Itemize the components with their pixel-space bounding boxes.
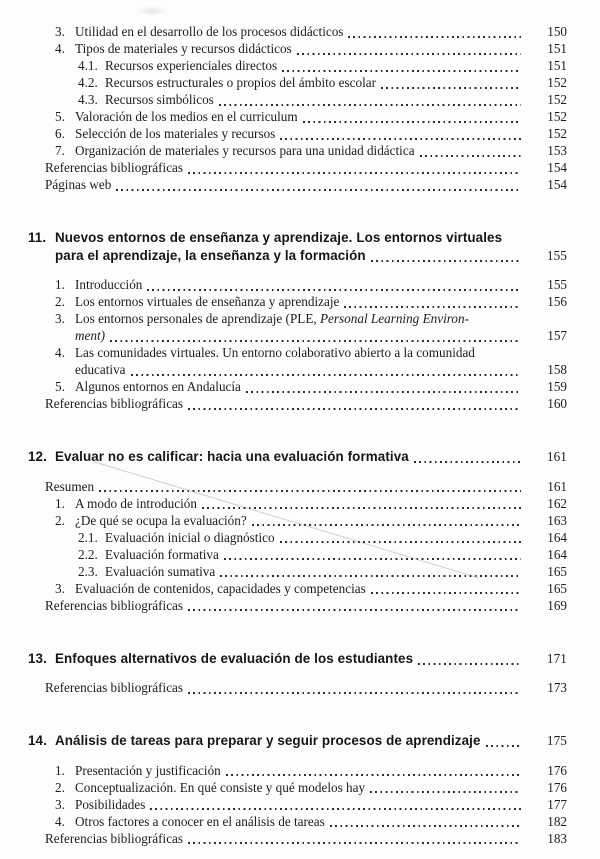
entry-text: Algunos entornos en Andalucía bbox=[75, 379, 241, 394]
toc-entry bbox=[28, 779, 567, 796]
entry-body bbox=[45, 679, 521, 696]
entry-number: 4.1. bbox=[78, 58, 98, 73]
page-number: 177 bbox=[547, 796, 567, 812]
toc-section bbox=[28, 23, 567, 193]
entry-text: Referencias bibliográficas bbox=[45, 396, 184, 411]
entry-text: Conceptualización. En qué consiste y qué modelos hay bbox=[75, 779, 366, 795]
entry-number: 7. bbox=[55, 143, 65, 158]
entry-body bbox=[45, 176, 521, 193]
entry-body bbox=[45, 395, 521, 412]
dot-leader bbox=[219, 104, 521, 106]
toc-entry bbox=[28, 796, 567, 813]
entry-body bbox=[75, 378, 521, 395]
page-number: 157 bbox=[547, 328, 567, 343]
dot-leader bbox=[226, 774, 521, 776]
dot-leader bbox=[348, 36, 521, 38]
chapter-heading bbox=[28, 448, 567, 466]
entry-text: Utilidad en el desarrollo de los procesos didácticos bbox=[75, 24, 344, 39]
chapter-heading-line bbox=[28, 247, 567, 265]
dot-leader bbox=[131, 374, 521, 376]
toc-entry bbox=[28, 378, 567, 395]
toc-entry bbox=[28, 546, 567, 563]
page-number: 165 bbox=[547, 563, 567, 579]
page-number: 165 bbox=[547, 580, 567, 596]
scan-smudge-artifact bbox=[138, 6, 166, 16]
entry-text-segment: ment) bbox=[75, 328, 106, 343]
chapter-heading bbox=[28, 650, 567, 668]
chapter-number: 13. bbox=[28, 650, 47, 666]
dot-leader bbox=[188, 172, 521, 174]
entry-text: Organización de materiales y recursos para una unidad didáctica bbox=[75, 143, 415, 158]
entry-number: 2. bbox=[55, 512, 65, 528]
toc-section bbox=[28, 229, 567, 412]
entry-number: 2.3. bbox=[78, 563, 98, 579]
entry-body bbox=[75, 125, 521, 142]
entry-body bbox=[105, 74, 521, 91]
entry-body bbox=[75, 580, 521, 597]
dot-leader bbox=[282, 70, 521, 72]
entry-text: Evaluación sumativa bbox=[105, 563, 216, 579]
entry-body bbox=[75, 327, 521, 344]
table-of-contents bbox=[28, 23, 567, 847]
entry-number: 6. bbox=[55, 126, 65, 141]
entry-number: 3. bbox=[55, 311, 65, 326]
entry-body bbox=[105, 563, 521, 580]
dot-leader bbox=[297, 53, 521, 55]
entry-body bbox=[75, 512, 521, 529]
entry-body bbox=[45, 830, 521, 847]
entry-body bbox=[75, 108, 521, 125]
dot-leader bbox=[188, 842, 521, 844]
dot-leader bbox=[280, 138, 521, 140]
entry-number: 3. bbox=[55, 24, 65, 39]
dot-leader bbox=[330, 825, 521, 827]
entry-number: 1. bbox=[55, 495, 65, 511]
entry-text: Referencias bibliográficas bbox=[45, 160, 184, 175]
entry-text: A modo de introdución bbox=[75, 495, 197, 511]
entry-body bbox=[105, 546, 521, 563]
entry-number: 4. bbox=[55, 813, 65, 829]
chapter-heading-line bbox=[28, 650, 567, 668]
toc-entry bbox=[28, 679, 567, 696]
dot-leader bbox=[303, 121, 521, 123]
dot-leader bbox=[370, 791, 521, 793]
entry-number: 4.2. bbox=[78, 75, 98, 90]
entry-text: Referencias bibliográficas bbox=[45, 597, 184, 613]
entry-text bbox=[75, 310, 469, 327]
dot-leader bbox=[202, 507, 521, 509]
entry-text: Valoración de los medios en el curriculum bbox=[75, 109, 298, 124]
dot-leader bbox=[188, 609, 521, 611]
entry-number: 4.3. bbox=[78, 92, 98, 107]
page-number: 158 bbox=[547, 362, 567, 377]
dot-leader bbox=[280, 541, 521, 543]
chapter-heading bbox=[28, 229, 567, 264]
toc-entry bbox=[28, 91, 567, 108]
toc-entry bbox=[28, 293, 567, 310]
dot-leader bbox=[414, 461, 521, 463]
chapter-heading bbox=[28, 732, 567, 750]
entry-text: Tipos de materiales y recursos didácticos bbox=[75, 41, 292, 56]
toc-entry bbox=[28, 597, 567, 614]
page-number: 171 bbox=[546, 650, 567, 666]
page-number: 152 bbox=[547, 92, 567, 107]
toc-entry bbox=[28, 344, 567, 361]
dot-leader bbox=[371, 260, 521, 262]
entry-body bbox=[75, 293, 521, 310]
chapter-heading-line bbox=[28, 229, 567, 247]
entry-text: Recursos experienciales directos bbox=[105, 58, 278, 73]
entry-number: 4. bbox=[55, 345, 65, 360]
entry-body bbox=[75, 344, 567, 361]
entry-number: 2.1. bbox=[78, 529, 98, 545]
entry-body bbox=[75, 796, 521, 813]
entry-body bbox=[75, 779, 521, 796]
entry-text bbox=[75, 327, 105, 344]
page-number: 150 bbox=[547, 24, 567, 39]
entry-body bbox=[75, 813, 521, 830]
entry-body bbox=[75, 495, 521, 512]
entry-text: Evaluación formativa bbox=[105, 546, 219, 562]
entry-body bbox=[105, 529, 521, 546]
dot-leader bbox=[220, 575, 521, 577]
toc-entry bbox=[28, 762, 567, 779]
entry-text: Páginas web bbox=[45, 177, 112, 192]
page-number: 153 bbox=[547, 143, 567, 158]
entry-text-segment: Los entornos personales de aprendizaje (PLE, bbox=[75, 311, 320, 326]
entry-text: Evaluación de contenidos, capacidades y competencias bbox=[75, 580, 366, 596]
entry-text: Las comunidades virtuales. Un entorno colaborativo abierto a la comunidad bbox=[75, 345, 475, 360]
entry-number: 5. bbox=[55, 379, 65, 394]
page-number: 155 bbox=[547, 277, 567, 292]
entry-text: Enfoques alternativos de evaluación de los estudiantes bbox=[55, 650, 414, 666]
entry-text-segment: Personal Learning Environ- bbox=[320, 311, 469, 326]
page-number: 164 bbox=[547, 546, 567, 562]
toc-entry bbox=[28, 563, 567, 580]
entry-text: Evaluación inicial o diagnóstico bbox=[105, 529, 275, 545]
heading-body bbox=[55, 229, 567, 247]
toc-section bbox=[28, 650, 567, 697]
toc-entry bbox=[28, 580, 567, 597]
dot-leader bbox=[381, 87, 521, 89]
dot-leader bbox=[188, 408, 521, 410]
entry-body bbox=[45, 478, 521, 495]
page-number: 173 bbox=[547, 680, 567, 695]
page-number: 176 bbox=[547, 762, 567, 778]
page-number: 159 bbox=[547, 379, 567, 394]
page-number: 156 bbox=[547, 294, 567, 309]
chapter-number: 11. bbox=[28, 230, 47, 245]
entry-body bbox=[75, 762, 521, 779]
entry-body bbox=[45, 597, 521, 614]
entry-text: Selección de los materiales y recursos bbox=[75, 126, 276, 141]
entry-number: 2.2. bbox=[78, 546, 98, 562]
dot-leader bbox=[246, 391, 521, 393]
entry-text: Referencias bibliográficas bbox=[45, 680, 184, 695]
page-number: 152 bbox=[547, 109, 567, 124]
entry-text: Recursos simbólicos bbox=[105, 92, 214, 107]
toc-section bbox=[28, 732, 567, 847]
entry-body bbox=[75, 361, 521, 378]
page-number: 160 bbox=[547, 396, 567, 411]
page-number: 176 bbox=[547, 779, 567, 795]
page-number: 169 bbox=[547, 597, 567, 613]
page-number: 154 bbox=[547, 177, 567, 192]
page-number: 152 bbox=[547, 126, 567, 141]
toc-entry bbox=[28, 495, 567, 512]
toc-entry bbox=[28, 108, 567, 125]
entry-text: ¿De qué se ocupa la evaluación? bbox=[75, 512, 247, 528]
entry-number: 3. bbox=[55, 580, 65, 596]
toc-entry bbox=[28, 57, 567, 74]
page-number: 152 bbox=[547, 75, 567, 90]
entry-body bbox=[75, 310, 567, 327]
page-number: 182 bbox=[547, 813, 567, 829]
dot-leader bbox=[420, 155, 521, 157]
dot-leader bbox=[486, 745, 521, 747]
toc-entry-continuation bbox=[28, 361, 567, 378]
entry-number: 5. bbox=[55, 109, 65, 124]
entry-body bbox=[75, 23, 521, 40]
dot-leader bbox=[116, 189, 521, 191]
page-number: 183 bbox=[547, 830, 567, 846]
toc-entry bbox=[28, 830, 567, 847]
toc-entry bbox=[28, 512, 567, 529]
toc-section bbox=[28, 448, 567, 614]
toc-entry-continuation bbox=[28, 327, 567, 344]
toc-entry bbox=[28, 395, 567, 412]
toc-entry bbox=[28, 176, 567, 193]
entry-text: Posibilidades bbox=[75, 796, 146, 812]
entry-text: Análisis de tareas para preparar y seguir procesos de aprendizaje bbox=[55, 733, 481, 748]
dot-leader bbox=[150, 808, 521, 810]
toc-entry bbox=[28, 23, 567, 40]
page-number: 155 bbox=[546, 247, 567, 263]
entry-text: Introducción bbox=[75, 277, 143, 292]
chapter-heading-line bbox=[28, 448, 567, 466]
toc-entry bbox=[28, 529, 567, 546]
chapter-number: 14. bbox=[28, 733, 47, 748]
toc-entry bbox=[28, 125, 567, 142]
chapter-number: 12. bbox=[28, 449, 47, 464]
entry-number: 3. bbox=[55, 796, 65, 812]
entry-text: Los entornos virtuales de enseñanza y aprendizaje bbox=[75, 294, 340, 309]
entry-number: 1. bbox=[55, 762, 65, 778]
entry-body bbox=[105, 91, 521, 108]
entry-body bbox=[75, 142, 521, 159]
entry-number: 1. bbox=[55, 277, 65, 292]
dot-leader bbox=[418, 663, 521, 665]
page-number: 162 bbox=[547, 495, 567, 511]
dot-leader bbox=[99, 490, 521, 492]
entry-body bbox=[75, 276, 521, 293]
entry-body bbox=[45, 159, 521, 176]
entry-body bbox=[105, 57, 521, 74]
entry-text: educativa bbox=[75, 362, 126, 377]
dot-leader bbox=[188, 692, 521, 694]
entry-text: Evaluar no es calificar: hacia una evaluación formativa bbox=[55, 449, 409, 464]
page-number: 161 bbox=[547, 478, 567, 494]
heading-body bbox=[55, 448, 521, 466]
toc-entry bbox=[28, 159, 567, 176]
page-number: 154 bbox=[547, 160, 567, 175]
heading-body bbox=[55, 650, 521, 668]
entry-text: Referencias bibliográficas bbox=[45, 830, 184, 846]
entry-text: Otros factores a conocer en el análisis de tareas bbox=[75, 813, 325, 829]
page-number: 175 bbox=[546, 733, 567, 748]
toc-entry bbox=[28, 310, 567, 327]
dot-leader bbox=[110, 340, 521, 342]
toc-entry bbox=[28, 813, 567, 830]
entry-number: 2. bbox=[55, 294, 65, 309]
dot-leader bbox=[371, 592, 521, 594]
toc-entry bbox=[28, 40, 567, 57]
entry-text: Recursos estructurales o propios del ámbito escolar bbox=[105, 75, 377, 90]
entry-number: 4. bbox=[55, 41, 65, 56]
dot-leader bbox=[147, 289, 521, 291]
dot-leader bbox=[252, 524, 521, 526]
page-number: 151 bbox=[547, 58, 567, 73]
entry-text: Presentación y justificación bbox=[75, 762, 221, 778]
dot-leader bbox=[224, 558, 521, 560]
chapter-heading-line bbox=[28, 732, 567, 750]
entry-text: Nuevos entornos de enseñanza y aprendizaje. Los entornos virtuales bbox=[55, 230, 503, 245]
page-number: 164 bbox=[547, 529, 567, 545]
heading-body bbox=[55, 247, 521, 265]
toc-entry bbox=[28, 142, 567, 159]
entry-text: para el aprendizaje, la enseñanza y la formación bbox=[55, 247, 366, 263]
dot-leader bbox=[344, 306, 521, 308]
entry-body bbox=[75, 40, 521, 57]
page-number: 161 bbox=[546, 449, 567, 464]
page-number: 163 bbox=[547, 512, 567, 528]
entry-text: Resumen bbox=[45, 478, 95, 494]
page-number: 151 bbox=[547, 41, 567, 56]
entry-number: 2. bbox=[55, 779, 65, 795]
toc-entry bbox=[28, 74, 567, 91]
toc-entry bbox=[28, 276, 567, 293]
toc-entry bbox=[28, 478, 567, 495]
heading-body bbox=[55, 732, 521, 750]
